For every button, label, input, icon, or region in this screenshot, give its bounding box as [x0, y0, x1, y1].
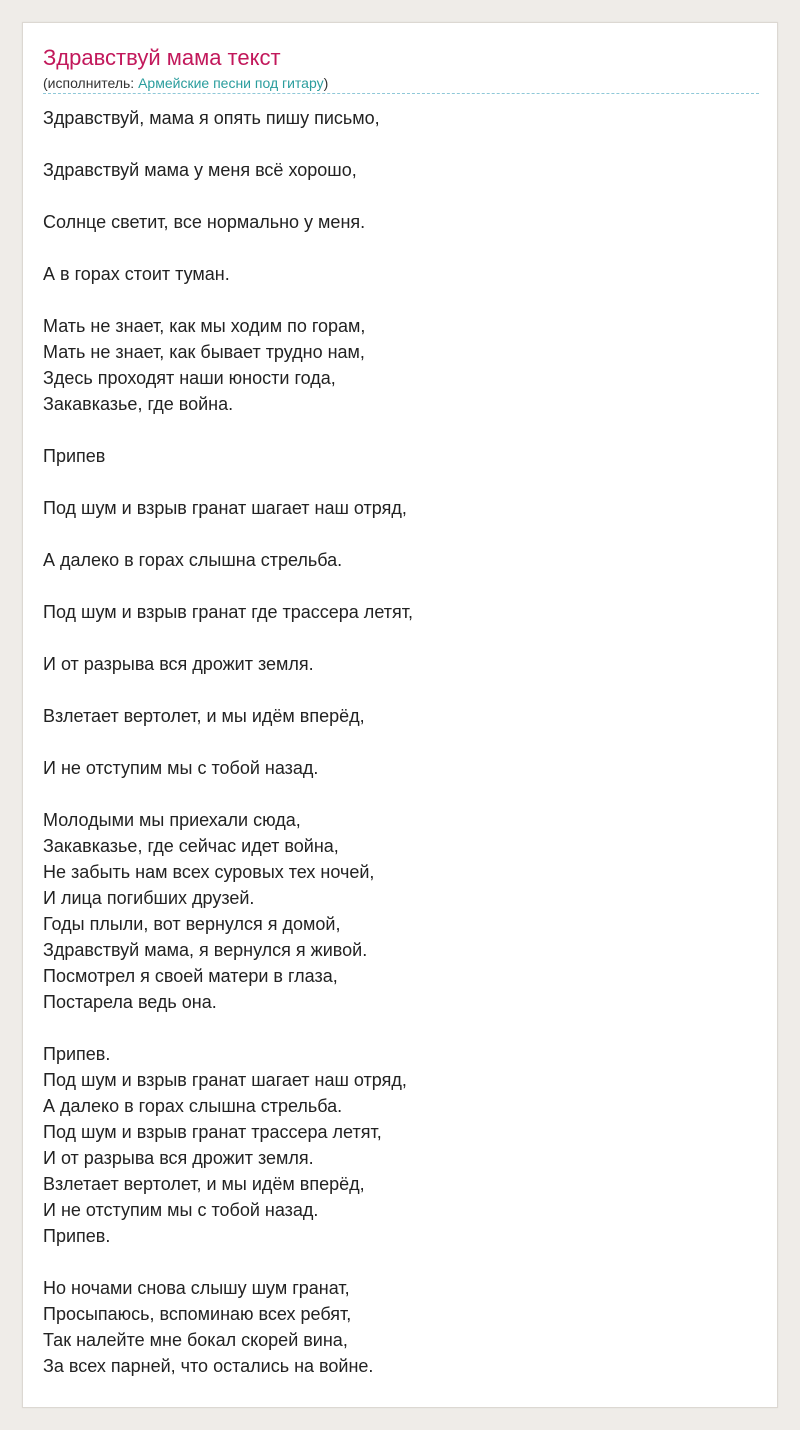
- lyric-line: Молодыми мы приехали сюда,: [43, 810, 301, 830]
- artist-line: [43, 74, 328, 92]
- lyric-line: [43, 235, 759, 261]
- title-divider: [43, 93, 759, 94]
- lyric-line: А в горах стоит туман.: [43, 264, 230, 284]
- lyric-line: Так налейте мне бокал скорей вина,: [43, 1330, 348, 1350]
- artist-link[interactable]: Армейские песни под гитару: [138, 75, 324, 91]
- lyric-line: И от разрыва вся дрожит земля.: [43, 654, 314, 674]
- lyric-line: [43, 183, 759, 209]
- lyric-line: Солнце светит, все нормально у меня.: [43, 212, 366, 232]
- lyric-line: [43, 729, 759, 755]
- lyric-line: [43, 573, 759, 599]
- lyric-line: Но ночами снова слышу шум гранат,: [43, 1278, 350, 1298]
- lyrics-card: [22, 22, 778, 1408]
- lyric-line: Здравствуй мама у меня всё хорошо,: [43, 160, 357, 180]
- lyric-line: Под шум и взрыв гранат шагает наш отряд,: [43, 1070, 407, 1090]
- lyric-line: Мать не знает, как мы ходим по горам,: [43, 316, 366, 336]
- lyric-line: А далеко в горах слышна стрельба.: [43, 1096, 343, 1116]
- artist-prefix: (исполнитель:: [43, 75, 139, 91]
- lyric-line: Годы плыли, вот вернулся я домой,: [43, 914, 341, 934]
- lyric-line: [43, 781, 759, 807]
- lyric-line: [43, 521, 759, 547]
- lyric-line: И не отступим мы с тобой назад.: [43, 758, 319, 778]
- lyric-line: [43, 1015, 759, 1041]
- lyric-line: Посмотрел я своей матери в глаза,: [43, 966, 338, 986]
- lyric-line: Взлетает вертолет, и мы идём вперёд,: [43, 706, 365, 726]
- lyric-line: Под шум и взрыв гранат где трассера летят,: [43, 602, 413, 622]
- lyric-line: За всех парней, что остались на войне.: [43, 1356, 374, 1376]
- lyric-line: [43, 1249, 759, 1275]
- lyric-line: Не забыть нам всех суровых тех ночей,: [43, 862, 375, 882]
- lyric-line: Просыпаюсь, вспоминаю всех ребят,: [43, 1304, 352, 1324]
- artist-suffix: ): [323, 75, 329, 91]
- lyric-line: И от разрыва вся дрожит земля.: [43, 1148, 314, 1168]
- lyric-line: Постарела ведь она.: [43, 992, 217, 1012]
- lyric-line: И не отступим мы с тобой назад.: [43, 1200, 319, 1220]
- lyric-line: И лица погибших друзей.: [43, 888, 255, 908]
- lyric-line: Припев.: [43, 1226, 111, 1246]
- lyric-line: Припев: [43, 446, 106, 466]
- lyric-line: [43, 131, 759, 157]
- lyric-line: [43, 287, 759, 313]
- lyric-line: Здравствуй, мама я опять пишу письмо,: [43, 108, 380, 128]
- lyric-line: Взлетает вертолет, и мы идём вперёд,: [43, 1174, 365, 1194]
- lyric-line: Под шум и взрыв гранат шагает наш отряд,: [43, 498, 407, 518]
- lyric-line: Здравствуй мама, я вернулся я живой.: [43, 940, 368, 960]
- lyric-line: А далеко в горах слышна стрельба.: [43, 550, 343, 570]
- lyric-line: [43, 469, 759, 495]
- lyric-line: Закавказье, где сейчас идет война,: [43, 836, 339, 856]
- lyric-line: [43, 417, 759, 443]
- lyrics-text: [43, 105, 759, 1379]
- lyric-line: Мать не знает, как бывает трудно нам,: [43, 342, 365, 362]
- lyric-line: Закавказье, где война.: [43, 394, 234, 414]
- lyric-line: Припев.: [43, 1044, 111, 1064]
- lyric-line: Здесь проходят наши юности года,: [43, 368, 336, 388]
- lyric-line: [43, 625, 759, 651]
- lyric-line: Под шум и взрыв гранат трассера летят,: [43, 1122, 382, 1142]
- page-title: Здравствуй мама текст: [43, 45, 281, 70]
- lyric-line: [43, 677, 759, 703]
